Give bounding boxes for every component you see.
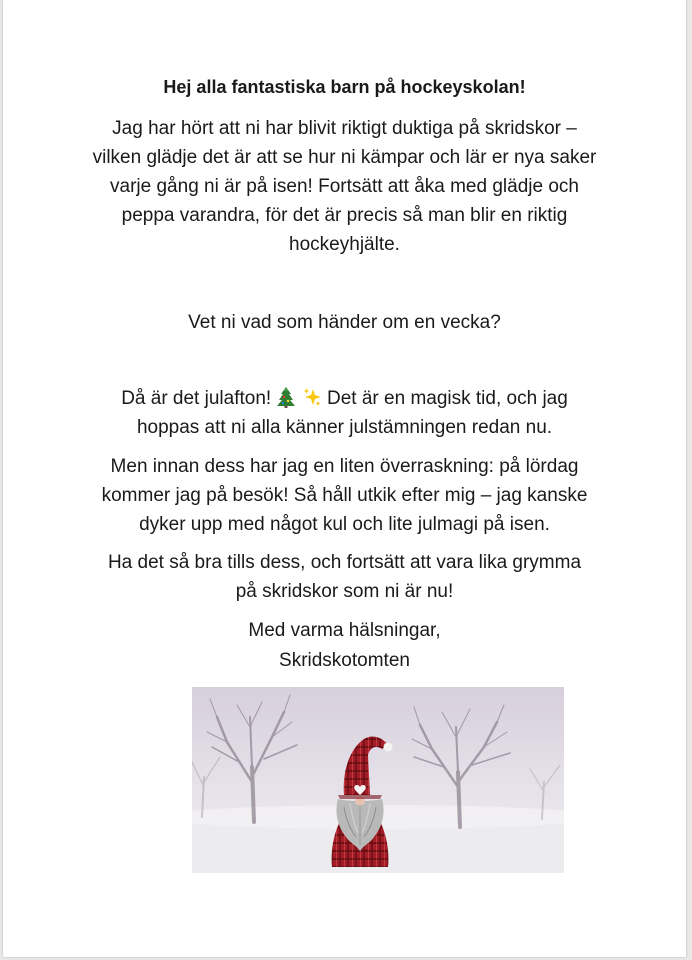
paragraph-intro-line: peppa varandra, för det är precis så man blir en riktig [121, 205, 568, 226]
winter-forest-scene [192, 687, 564, 873]
paragraph-surprise-line: dyker upp med något kul och lite julmagi på isen. [139, 514, 550, 535]
gnome-winter-picture [192, 687, 564, 873]
paragraph-surprise-line: kommer jag på besök! Så håll utkik efter mig – jag kanske [101, 485, 588, 506]
paragraph-intro-line: varje gång ni är på isen! Fortsätt att åka med glädje och [110, 176, 579, 197]
letter-heading: Hej alla fantastiska barn på hockeyskolan! [163, 77, 526, 97]
letter-signoff [3, 616, 686, 676]
paragraph-farewell [3, 548, 686, 606]
paragraph-question: Vet ni vad som händer om en vecka? [188, 312, 501, 333]
signature: Skridskotomten [279, 650, 410, 671]
christmas-tree-icon [276, 386, 296, 408]
paragraph-intro-line: hockeyhjälte. [289, 234, 400, 255]
letter-page [3, 0, 686, 957]
paragraph-intro [3, 114, 686, 259]
christmas-eve-text-continued: Det är en magisk tid, och jag [327, 388, 568, 409]
paragraph-intro-line: vilken glädje det är att se hur ni kämpar och lär er nya saker [92, 147, 597, 168]
paragraph-intro-line: Jag har hört att ni har blivit riktigt duktiga på skridskor – [112, 118, 577, 139]
paragraph-surprise [3, 452, 686, 539]
paragraph-farewell-line: Ha det så bra tills dess, och fortsätt att vara lika grymma [107, 552, 582, 573]
christmas-eve-line: hoppas att ni alla känner julstämningen redan nu. [136, 417, 553, 438]
paragraph-farewell-line: på skridskor som ni är nu! [235, 581, 454, 602]
christmas-eve-text: Då är det julafton! [121, 388, 272, 409]
closing-greeting: Med varma hälsningar, [248, 620, 441, 641]
paragraph-surprise-line: Men innan dess har jag en liten överraskning: på lördag [110, 456, 579, 477]
paragraph-christmas-eve [3, 384, 686, 442]
sparkles-icon [302, 386, 322, 408]
